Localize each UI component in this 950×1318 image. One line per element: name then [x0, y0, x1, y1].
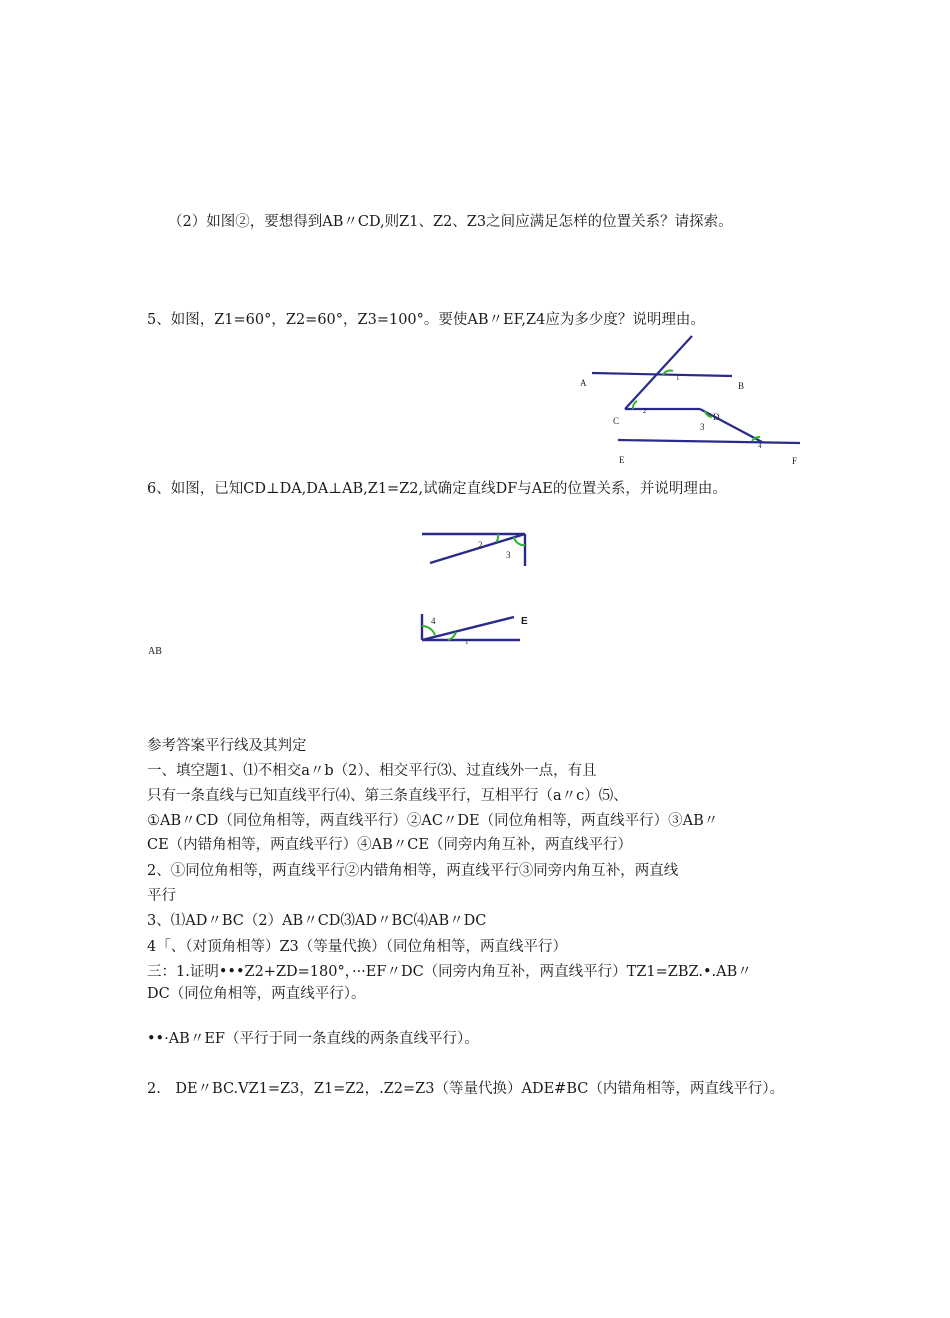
answer-line: 一、填空题1、⑴不相交a〃b（2）、相交平行⑶、过直线外一点，有且: [147, 763, 597, 779]
label-d: D: [713, 412, 720, 422]
question-5: 5、如图，Z1=60°，Z2=60°，Z3=100°。要使AB〃EF,Z4应为多少度？说明理由。: [147, 312, 705, 328]
figure-q5: [570, 330, 810, 470]
answer-line: CE（内错角相等，两直线平行）④AB〃CE（同旁内角互补，两直线平行）: [147, 837, 632, 853]
answer-line: 3、⑴AD〃BC（2）AB〃CD⑶AD〃BC⑷AB〃DC: [147, 913, 487, 929]
angle-3: 3: [700, 422, 705, 432]
answers-title: 参考答案平行线及其判定: [147, 738, 307, 754]
angle-1: 1: [676, 374, 680, 382]
answer-line: 三：1.证明•••Z2+ZD=180°，···EF〃DC（同旁内角互补，两直线平行）TZ1=ZBZ.•.AB〃: [147, 964, 752, 980]
answer-line: ①AB〃CD（同位角相等，两直线平行）②AC〃DE（同位角相等，两直线平行）③AB〃: [147, 813, 719, 829]
question-4-part-2: （2）如图②，要想得到AB〃CD,则Z1、Z2、Z3之间应满足怎样的位置关系？请探索。: [168, 214, 733, 230]
line-ef: [618, 440, 800, 443]
answer-line: DC（同位角相等，两直线平行）。: [147, 986, 366, 1002]
answer-line: 4「、（对顶角相等）Z3（等量代换）（同位角相等，两直线平行）: [147, 939, 568, 955]
label-a: A: [580, 378, 587, 388]
label-b: B: [738, 381, 745, 391]
answer-line: 2. DE〃BC.VZ1=Z3，Z1=Z2，.Z2=Z3（等量代换）ADE#BC（内错角相等，两直线平行）。: [147, 1081, 785, 1097]
question-6: 6、如图，已知CD⊥DA,DA⊥AB,Z1=Z2,试确定直线DF与AE的位置关系，并说明理由。: [147, 481, 727, 497]
label-e: E: [619, 455, 625, 465]
diagonal-bottom: [422, 617, 514, 640]
label-c: C: [613, 416, 620, 426]
label-f: F: [792, 456, 798, 466]
answer-line: 平行: [147, 888, 176, 904]
stray-label-ab: AB: [148, 646, 162, 657]
line-ab: [592, 373, 732, 376]
segment-d-to-ef: [700, 409, 762, 442]
answer-line: 2、①同位角相等，两直线平行②内错角相等，两直线平行③同旁内角互补，两直线: [147, 863, 679, 879]
answer-line: 只有一条直线与已知直线平行⑷、第三条直线平行，互相平行（a〃c）⑸、: [147, 788, 628, 804]
transversal: [625, 336, 692, 409]
angle-4: 4: [431, 616, 436, 626]
angle-4: 4: [758, 442, 762, 450]
angle-3: 3: [506, 550, 511, 560]
angle-2: 2: [643, 407, 647, 415]
angle-1: 1: [465, 638, 469, 646]
answer-line: ••·AB〃EF（平行于同一条直线的两条直线平行）。: [147, 1031, 479, 1047]
figure-q6: [415, 525, 535, 650]
label-e: E: [521, 616, 528, 627]
angle-2: 2: [478, 540, 483, 550]
